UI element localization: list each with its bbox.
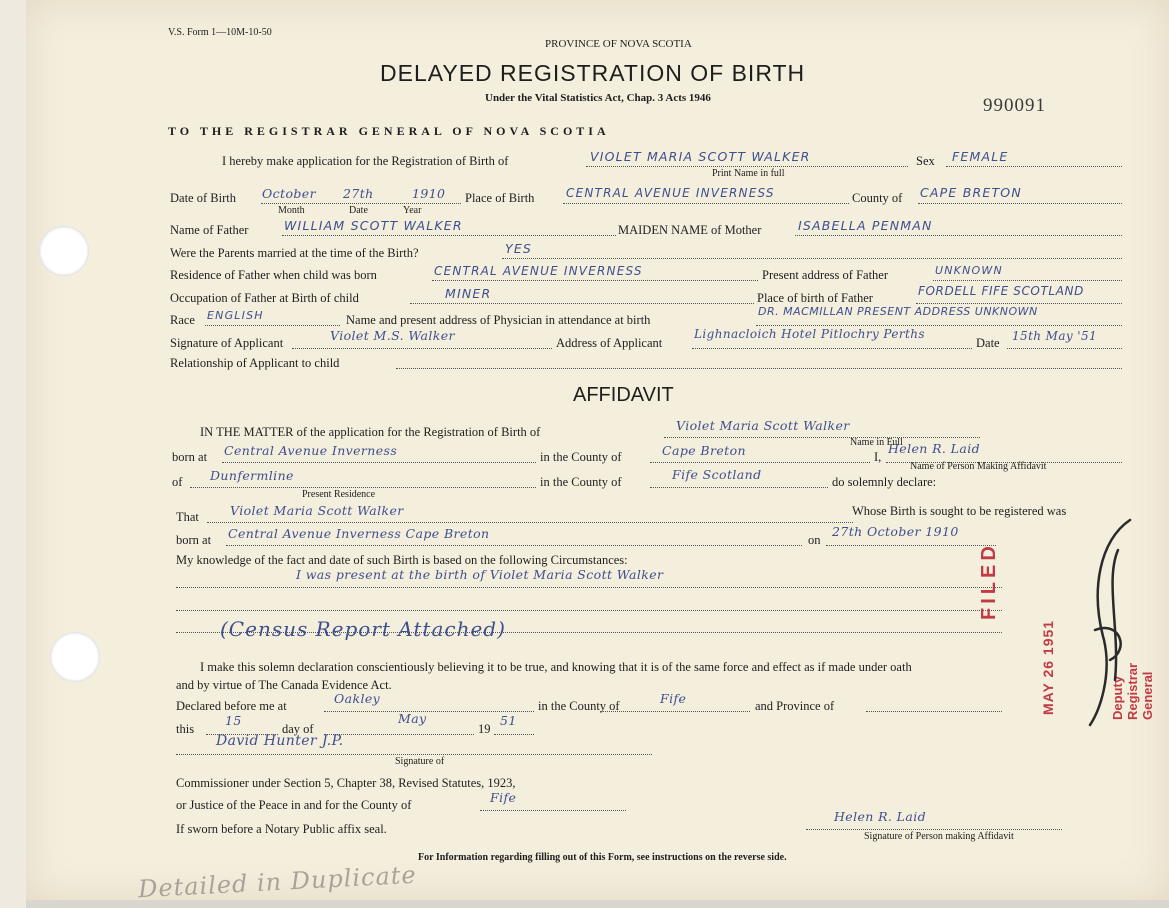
justice-line: or Justice of the Peace in and for the County of (176, 798, 412, 812)
punch-hole (50, 632, 100, 682)
field-line (692, 348, 972, 349)
father-pob-label: Place of birth of Father (757, 291, 873, 305)
addressee: TO THE REGISTRAR GENERAL OF NOVA SCOTIA (168, 124, 610, 138)
province-heading: PROVINCE OF NOVA SCOTIA (545, 38, 692, 50)
margin-note: Detailed in Duplicate (137, 860, 418, 904)
father-label: Name of Father (170, 223, 249, 237)
field-line (563, 203, 849, 204)
field-line (866, 711, 1002, 712)
form-subtitle: Under the Vital Statistics Act, Chap. 3 Acts 1946 (485, 92, 711, 104)
month-hint: Month (278, 205, 305, 216)
census-note: (Census Report Attached) (220, 617, 506, 641)
field-line (324, 711, 534, 712)
date-hint: Date (349, 205, 368, 216)
commissioner-signature: David Hunter J.P. (216, 733, 344, 749)
matter-text: IN THE MATTER of the application for the Registration of Birth of (200, 425, 541, 439)
filed-stamp: FILED (978, 542, 1000, 620)
married-value: YES (505, 241, 533, 256)
county2-label: in the County of (540, 475, 622, 489)
dob-day-value: 27th (343, 186, 374, 201)
this-label: this (176, 722, 195, 736)
field-line (1007, 348, 1122, 349)
declare-label: do solemnly declare: (832, 475, 937, 489)
relationship-label: Relationship of Applicant to child (170, 356, 340, 370)
footer-instructions: For Information regarding filling out of this Form, see instructions on the reverse side. (418, 852, 787, 863)
field-line (292, 348, 552, 349)
that-label: That (176, 510, 199, 524)
signature-value: Violet M.S. Walker (330, 328, 455, 343)
field-line (795, 235, 1122, 236)
married-label: Were the Parents married at the time of the Birth? (170, 246, 419, 260)
present-residence-hint: Present Residence (302, 489, 376, 500)
notary-line: If sworn before a Notary Public affix seal. (176, 822, 387, 836)
deponent-i-label: I, (874, 450, 882, 464)
registrar-signature-scribble (1060, 510, 1150, 740)
field-line (502, 258, 1122, 259)
signature-of-hint: Signature of (395, 756, 445, 767)
pob-label: Place of Birth (465, 191, 535, 205)
day-value: 15 (225, 713, 242, 728)
field-line (650, 487, 828, 488)
occupation-label: Occupation of Father at Birth of child (170, 291, 359, 305)
circumstance-value: I was present at the birth of Violet Maria Scott Walker (296, 567, 664, 582)
page-edge (0, 0, 26, 908)
present-address-label: Present address of Father (762, 268, 889, 282)
deponent-hint: Name of Person Making Affidavit (910, 461, 1047, 472)
of-label: of (172, 475, 183, 489)
date-label: Date (976, 336, 1000, 350)
field-line (933, 280, 1122, 281)
father-value: WILLIAM SCOTT WALKER (284, 218, 463, 233)
field-line (324, 734, 474, 735)
affidavit-heading: AFFIDAVIT (573, 384, 674, 406)
residence-value: CENTRAL AVENUE INVERNESS (434, 264, 643, 278)
serial-number: 990091 (983, 95, 1046, 116)
declared-label: Declared before me at (176, 699, 287, 713)
year-value: 51 (500, 713, 517, 728)
field-line (176, 754, 652, 755)
born-at2-label: born at (176, 533, 212, 547)
field-line (222, 462, 536, 463)
field-line (600, 711, 750, 712)
county-label: County of (852, 191, 903, 205)
mother-label: MAIDEN NAME of Mother (618, 223, 762, 237)
on-label: on (808, 533, 821, 547)
form-id: V.S. Form 1—10M-10-50 (168, 27, 272, 38)
occupation-value: MINER (445, 286, 492, 301)
dob-year-value: 1910 (412, 186, 446, 201)
application-intro: I hereby make application for the Registration of Birth of (222, 154, 509, 168)
race-label: Race (170, 313, 195, 327)
field-line (207, 522, 853, 523)
punch-hole (39, 226, 89, 276)
field-line (190, 487, 536, 488)
physician-label: Name and present address of Physician in attendance at birth (346, 313, 651, 327)
province-label: and Province of (755, 699, 835, 713)
county3-value: Fife (660, 691, 687, 706)
year-hint: Year (403, 205, 422, 216)
father-pob-value: FORDELL FIFE SCOTLAND (918, 284, 1084, 298)
field-line (480, 810, 626, 811)
year-label: 19 (478, 722, 491, 736)
field-line (650, 462, 870, 463)
of-place-value: Dunfermline (210, 468, 294, 483)
pob-value: CENTRAL AVENUE INVERNESS (566, 186, 775, 200)
whose-birth-text: Whose Birth is sought to be registered was (852, 504, 1067, 518)
applicant-address-label: Address of Applicant (556, 336, 663, 350)
deponent-signature-hint: Signature of Person making Affidavit (864, 831, 1014, 842)
name-in-full-hint: Name in Full (850, 437, 903, 448)
solemn-line2: and by virtue of The Canada Evidence Act. (176, 678, 392, 692)
county-value: Cape Breton (662, 443, 746, 458)
signature-label: Signature of Applicant (170, 336, 284, 350)
dob-month-value: October (262, 186, 316, 201)
county-label: in the County of (540, 450, 622, 464)
field-line (396, 368, 1122, 369)
field-line (826, 545, 996, 546)
field-line (176, 610, 1002, 611)
filed-stamp-date: MAY 26 1951 (1040, 619, 1056, 715)
present-address-value: UNKNOWN (935, 264, 1003, 277)
knowledge-text: My knowledge of the fact and date of such Birth is based on the following Circumstances: (176, 553, 628, 567)
field-line (261, 203, 461, 204)
born-at-value: Central Avenue Inverness (224, 443, 398, 458)
child-name-value: VIOLET MARIA SCOTT WALKER (590, 149, 811, 164)
form-title: DELAYED REGISTRATION OF BIRTH (380, 60, 806, 86)
date-value: 15th May '51 (1012, 329, 1098, 343)
field-line (806, 829, 1062, 830)
on-date-value: 27th October 1910 (832, 524, 959, 539)
field-line (176, 587, 1002, 588)
born-at-label: born at (172, 450, 208, 464)
county2-value: Fife Scotland (672, 467, 762, 482)
commissioner-line: Commissioner under Section 5, Chapter 38, Revised Statutes, 1923, (176, 776, 516, 790)
that-name-value: Violet Maria Scott Walker (230, 503, 404, 518)
field-line (410, 303, 754, 304)
residence-label: Residence of Father when child was born (170, 268, 377, 282)
field-line (664, 437, 980, 438)
registrar-stamp: Deputy Registrar General (1110, 662, 1155, 720)
field-line (918, 203, 1122, 204)
declared-at-value: Oakley (334, 691, 381, 706)
month-value: May (398, 711, 427, 726)
born-at2-value: Central Avenue Inverness Cape Breton (228, 526, 490, 541)
day-of-label: day of (282, 722, 314, 736)
justice-county-value: Fife (490, 790, 517, 805)
sex-value: FEMALE (952, 149, 1009, 164)
field-line (494, 734, 534, 735)
county-value: CAPE BRETON (920, 185, 1022, 200)
field-line (205, 325, 340, 326)
solemn-line1: I make this solemn declaration conscientiously believing it to be true, and knowing that it is of the same force and effect as if made under oath (200, 660, 912, 674)
field-line (432, 280, 758, 281)
field-line (756, 325, 1122, 326)
dob-label: Date of Birth (170, 191, 236, 205)
sex-label: Sex (916, 154, 935, 168)
physician-value: DR. MACMILLAN PRESENT ADDRESS UNKNOWN (758, 305, 1038, 318)
deponent-value: Helen R. Laid (888, 441, 981, 456)
deponent-signature: Helen R. Laid (834, 809, 927, 824)
field-line (916, 303, 1122, 304)
applicant-address-value: Lighnacloich Hotel Pitlochry Perths (694, 327, 925, 341)
county3-label: in the County of (538, 699, 620, 713)
mother-value: ISABELLA PENMAN (798, 218, 933, 233)
field-line (586, 166, 908, 167)
race-value: ENGLISH (207, 309, 264, 322)
field-line (282, 235, 616, 236)
matter-name-value: Violet Maria Scott Walker (676, 418, 850, 433)
name-hint: Print Name in full (712, 168, 785, 179)
field-line (946, 166, 1122, 167)
field-line (226, 545, 802, 546)
